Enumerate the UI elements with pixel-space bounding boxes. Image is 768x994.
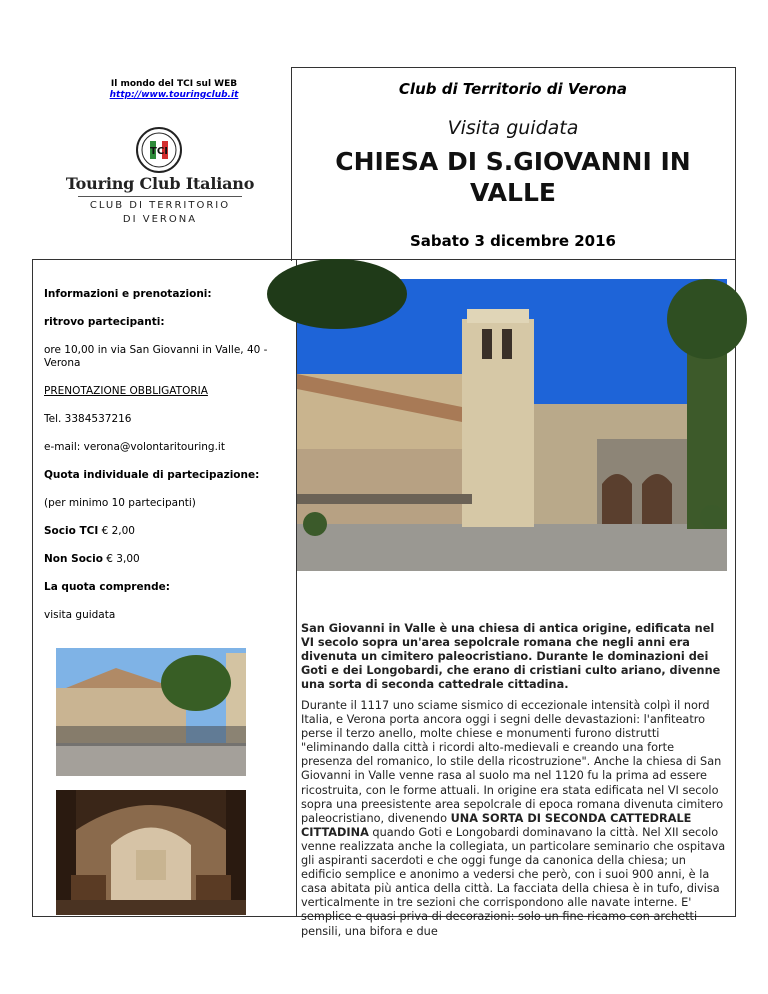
body-paragraph — [301, 699, 727, 938]
email: e-mail: verona@volontaritouring.it — [44, 441, 225, 453]
nonsocio-label: Non Socio — [44, 553, 103, 565]
includes-label: La quota comprende: — [44, 581, 170, 593]
logo-sub-line1: CLUB DI TERRITORIO — [89, 200, 231, 211]
socio-price: € 2,00 — [98, 525, 135, 537]
nonsocio-price-line — [44, 553, 284, 566]
event-title: CHIESA DI S.GIOVANNI IN VALLE — [335, 147, 691, 207]
meeting-label: ritrovo partecipanti: — [44, 316, 165, 328]
event-date: Sabato 3 dicembre 2016 — [410, 232, 616, 250]
body-part1: Durante il 1117 uno sciame sismico di eccezionale intensità colpì il nord Italia, e Verona porta ancora oggi i segni delle devastazioni: l'anfiteatro perse il terzo anello, molte chiese e monumenti furono distrutti "eliminando dalla città i ricordi alto-medievali e creando una forte presenza del romanico, lo stile della ricostruzione". Anche la chiesa di San Giovanni in Valle venne rasa al suolo ma nel 1120 fu la prima ad essere ricostruita, con le forme attuali. In origine era stata edificata nel VI secolo sopra una preesistente area sepolcrale di epoca romana divenuta cimitero paleocristiano, divenendo — [301, 699, 724, 825]
cloister-photo — [56, 648, 246, 776]
logo-title: Touring Club Italiano — [65, 174, 255, 193]
crypt-photo — [56, 790, 246, 915]
web-line: Il mondo del TCI sul WEB — [110, 79, 238, 89]
meeting-text: ore 10,00 in via San Giovanni in Valle, 40 - Verona — [44, 344, 268, 369]
club-name: Club di Territorio di Verona — [398, 80, 628, 98]
info-heading: Informazioni e prenotazioni: — [44, 288, 212, 300]
body-bold: UNA SORTA DI SECONDA CATTEDRALE CITTADINA — [301, 811, 692, 839]
phone: Tel. 3384537216 — [44, 413, 132, 425]
tci-link[interactable]: http://www.touringclub.it — [109, 90, 239, 100]
min-participants: (per minimo 10 partecipanti) — [44, 497, 196, 509]
logo-divider — [78, 196, 242, 197]
logo-subtitle — [60, 199, 260, 227]
event-type: Visita guidata — [447, 117, 579, 139]
info-panel — [44, 288, 284, 622]
tci-emblem-icon — [136, 127, 182, 173]
nonsocio-price: € 3,00 — [102, 553, 140, 565]
emblem-text: TCI — [150, 146, 168, 157]
lead-paragraph: San Giovanni in Valle è una chiesa di antica origine, edificata nel VI secolo sopra un'area sepolcrale romana che negli anni era divenuta un cimitero paleocristiano. Durante le dominazioni dei Goti e dei Longobardi, che erano di cristiani culto ariano, divenne una sorta di seconda cattedrale cittadina. — [301, 622, 721, 691]
includes-text: visita guidata — [44, 609, 116, 621]
tci-web-block — [60, 79, 288, 101]
socio-label: Socio TCI — [44, 525, 99, 537]
socio-price-line — [44, 525, 284, 538]
booking-notice: PRENOTAZIONE OBBLIGATORIA — [44, 385, 208, 397]
body-part2: quando Goti e Longobardi dominavano la città. Nel XII secolo venne realizzata anche la collegiata, un particolare seminario che ospitava gli aspiranti sacerdoti e che oggi funge da canonica della chiesa; un edificio semplice e anonimo a vedersi che però, con i suoi 900 anni, è la casa abitata più antica della città. La facciata della chiesa è in tufo, divisa verticalmente in tre sezioni che corrispondono alle navate interne. E' semplice e quasi priva di decorazioni: solo un fine ricamo con archetti pensili, una bifora e due — [301, 825, 726, 938]
logo-sub-line2: DI VERONA — [122, 214, 198, 225]
church-exterior-photo — [297, 279, 727, 571]
quota-label: Quota individuale di partecipazione: — [44, 469, 260, 481]
